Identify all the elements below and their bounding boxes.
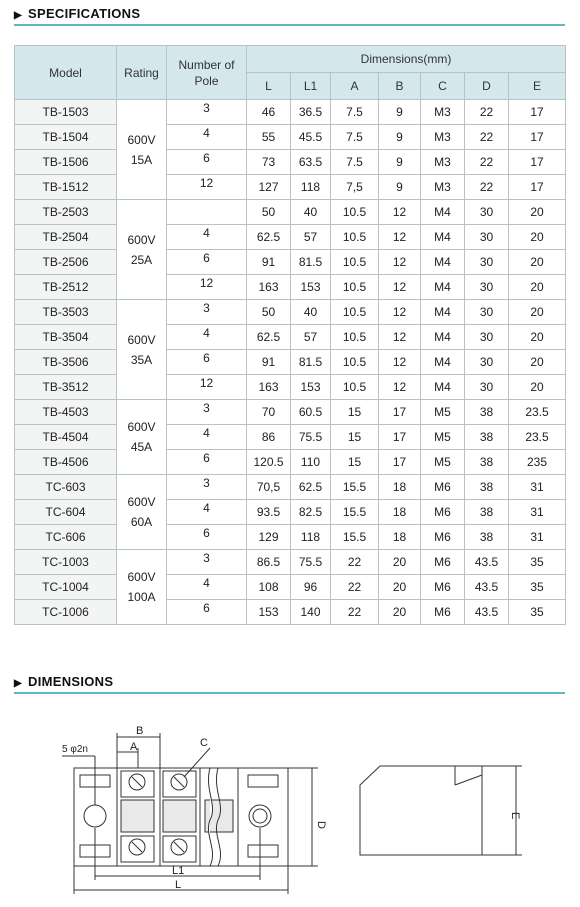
mounting-hole-left	[84, 805, 106, 827]
table-row	[15, 150, 566, 175]
dimension-cell: 96	[291, 575, 331, 600]
dimension-cell: M6	[421, 475, 465, 500]
dimension-cell: 30	[465, 300, 509, 325]
dimension-cell: 7,5	[331, 175, 379, 200]
poles-cell	[167, 225, 247, 250]
specifications-table	[14, 45, 566, 625]
dimension-cell: 20	[509, 300, 566, 325]
dimension-cell: 18	[379, 475, 421, 500]
poles-cell	[167, 525, 247, 550]
dimension-cell: 20	[509, 275, 566, 300]
dimension-cell: 10.5	[331, 200, 379, 225]
dimension-cell: M3	[421, 175, 465, 200]
dimension-cell: 10.5	[331, 275, 379, 300]
dimension-cell: M4	[421, 300, 465, 325]
dimension-cell: 20	[509, 200, 566, 225]
dimension-cell: 18	[379, 525, 421, 550]
header-poles	[167, 46, 247, 100]
dimension-cell: M6	[421, 525, 465, 550]
header-dimensions: Dimensions(mm)	[247, 46, 566, 73]
poles-cell	[167, 600, 247, 625]
dimension-cell: M4	[421, 250, 465, 275]
model-cell: TB-3504	[15, 325, 117, 350]
dimension-cell: 153	[291, 375, 331, 400]
dimension-cell: 31	[509, 475, 566, 500]
dimension-cell: 31	[509, 500, 566, 525]
table-row	[15, 125, 566, 150]
header-dim-e: E	[509, 73, 566, 100]
dimension-cell: 75.5	[291, 550, 331, 575]
dimension-cell: 60.5	[291, 400, 331, 425]
dimension-cell: 110	[291, 450, 331, 475]
dimension-cell: 62.5	[291, 475, 331, 500]
poles-value: 3	[203, 401, 210, 415]
dimension-cell: 129	[247, 525, 291, 550]
header-dim-d: D	[465, 73, 509, 100]
dimension-cell: 12	[379, 250, 421, 275]
table-row	[15, 225, 566, 250]
dimension-cell: 10.5	[331, 300, 379, 325]
poles-cell	[167, 575, 247, 600]
dimension-cell: 12	[379, 325, 421, 350]
poles-cell	[167, 425, 247, 450]
model-cell: TC-606	[15, 525, 117, 550]
dimension-cell: 40	[291, 300, 331, 325]
terminal-block-side-view	[360, 766, 522, 855]
model-cell: TC-603	[15, 475, 117, 500]
specifications-body	[15, 100, 566, 625]
dimension-cell: 17	[509, 150, 566, 175]
poles-cell	[167, 350, 247, 375]
specifications-rule	[14, 24, 565, 26]
model-cell: TB-1504	[15, 125, 117, 150]
header-poles-label: Number of Pole	[178, 57, 235, 88]
dimension-cell: 12	[379, 350, 421, 375]
model-cell: TB-4506	[15, 450, 117, 475]
dimension-cell: 20	[509, 350, 566, 375]
dimension-cell: 30	[465, 225, 509, 250]
model-cell: TB-1503	[15, 100, 117, 125]
dimension-cell: 12	[379, 275, 421, 300]
dimension-cell: 46	[247, 100, 291, 125]
model-cell: TB-3506	[15, 350, 117, 375]
table-row	[15, 400, 566, 425]
dimension-cell: 57	[291, 325, 331, 350]
specifications-heading	[14, 6, 140, 21]
dimension-cell: 15	[331, 400, 379, 425]
dimension-cell: 38	[465, 400, 509, 425]
dimension-cell: 30	[465, 250, 509, 275]
dimension-cell: 91	[247, 350, 291, 375]
dimension-cell: 22	[331, 575, 379, 600]
dimension-cell: M4	[421, 325, 465, 350]
dimension-cell: 7.5	[331, 125, 379, 150]
label-hole: 5 φ2n	[62, 744, 88, 755]
dimension-cell: M4	[421, 200, 465, 225]
dimension-cell: 9	[379, 125, 421, 150]
model-cell: TB-2512	[15, 275, 117, 300]
label-l: L	[175, 879, 182, 891]
poles-cell	[167, 200, 247, 225]
rating-cell	[117, 100, 167, 200]
poles-value: 4	[203, 501, 210, 515]
poles-cell	[167, 250, 247, 275]
label-c: C	[200, 737, 208, 749]
dimension-cell: 57	[291, 225, 331, 250]
dimension-cell: 17	[379, 425, 421, 450]
poles-cell	[167, 500, 247, 525]
poles-cell	[167, 150, 247, 175]
dimension-cell: 45.5	[291, 125, 331, 150]
model-cell: TB-4503	[15, 400, 117, 425]
dimension-cell: 43.5	[465, 550, 509, 575]
dimension-cell: 15.5	[331, 475, 379, 500]
poles-value: 6	[203, 151, 210, 165]
table-row	[15, 350, 566, 375]
dimension-cell: 70	[247, 400, 291, 425]
dimension-cell: 22	[331, 600, 379, 625]
rating-cell	[117, 200, 167, 300]
dimension-cell: M6	[421, 500, 465, 525]
dimension-cell: 35	[509, 600, 566, 625]
dimension-cell: 23.5	[509, 425, 566, 450]
poles-value: 6	[203, 526, 210, 540]
dimension-cell: 153	[291, 275, 331, 300]
rating-cell	[117, 300, 167, 400]
dimension-cell: 10.5	[331, 250, 379, 275]
dimension-cell: 9	[379, 150, 421, 175]
poles-value: 4	[203, 326, 210, 340]
dimension-cell: 118	[291, 175, 331, 200]
poles-cell	[167, 400, 247, 425]
dimensions-rule	[14, 692, 565, 694]
dimension-cell: 140	[291, 600, 331, 625]
dimension-cell: 20	[379, 600, 421, 625]
table-row	[15, 175, 566, 200]
model-cell: TB-1506	[15, 150, 117, 175]
table-row	[15, 500, 566, 525]
table-row	[15, 250, 566, 275]
table-row	[15, 100, 566, 125]
terminal-block-front-view	[74, 768, 288, 866]
dimension-cell: 22	[465, 125, 509, 150]
poles-value: 3	[203, 551, 210, 565]
dimension-cell: 235	[509, 450, 566, 475]
model-cell: TB-3503	[15, 300, 117, 325]
dimension-cell: 63.5	[291, 150, 331, 175]
table-row	[15, 575, 566, 600]
table-row	[15, 600, 566, 625]
model-cell: TB-2504	[15, 225, 117, 250]
model-cell: TB-4504	[15, 425, 117, 450]
label-a: A	[130, 741, 138, 753]
dimension-cell: M5	[421, 400, 465, 425]
dimension-cell: 22	[465, 150, 509, 175]
dimension-cell: 20	[509, 225, 566, 250]
dimension-cell: 20	[509, 325, 566, 350]
header-dim-a: A	[331, 73, 379, 100]
rating-line: 600V	[127, 232, 156, 247]
table-row	[15, 375, 566, 400]
dimension-cell: 22	[331, 550, 379, 575]
poles-cell	[167, 100, 247, 125]
poles-value: 3	[203, 301, 210, 315]
dimension-cell: M3	[421, 100, 465, 125]
poles-cell	[167, 275, 247, 300]
dimension-cell: 23.5	[509, 400, 566, 425]
poles-cell	[167, 325, 247, 350]
dimension-cell: 17	[509, 100, 566, 125]
header-model: Model	[15, 46, 117, 100]
header-dim-c: C	[421, 73, 465, 100]
poles-value: 4	[203, 426, 210, 440]
dimensions-title: DIMENSIONS	[28, 674, 114, 689]
poles-cell	[167, 450, 247, 475]
dimension-cell: 62.5	[247, 325, 291, 350]
dimension-cell: 38	[465, 500, 509, 525]
poles-value: 12	[199, 176, 214, 190]
dimension-cell: M4	[421, 225, 465, 250]
poles-cell	[167, 475, 247, 500]
dimension-cell: M3	[421, 150, 465, 175]
dimension-cell: 12	[379, 375, 421, 400]
rating-line: 600V	[127, 420, 156, 434]
dimension-cell: 15.5	[331, 525, 379, 550]
dimension-cell: 9	[379, 175, 421, 200]
poles-value: 3	[203, 101, 210, 115]
dimension-cell: M6	[421, 575, 465, 600]
specifications-title: SPECIFICATIONS	[28, 6, 141, 21]
table-row	[15, 525, 566, 550]
poles-cell	[167, 175, 247, 200]
rating-line: 35A	[130, 352, 153, 367]
poles-value: 12	[199, 276, 214, 290]
dimension-cell: 30	[465, 325, 509, 350]
dimension-cell: M4	[421, 350, 465, 375]
dimension-cell: 35	[509, 575, 566, 600]
rating-line: 600V	[127, 495, 156, 509]
dimension-cell: 30	[465, 275, 509, 300]
dimension-cell: M5	[421, 450, 465, 475]
dimension-cell: 10.5	[331, 325, 379, 350]
dimension-cell: 22	[465, 100, 509, 125]
header-rating: Rating	[117, 46, 167, 100]
dimension-cell: 127	[247, 175, 291, 200]
dimension-cell: M4	[421, 375, 465, 400]
model-cell: TB-2506	[15, 250, 117, 275]
dimension-cell: 120.5	[247, 450, 291, 475]
label-e: E	[509, 812, 521, 820]
dimension-cell: 75.5	[291, 425, 331, 450]
rating-cell	[117, 550, 167, 625]
model-cell: TB-2503	[15, 200, 117, 225]
model-cell: TB-1512	[15, 175, 117, 200]
dimension-cell: 55	[247, 125, 291, 150]
dimension-cell: 118	[291, 525, 331, 550]
dimension-cell: M5	[421, 425, 465, 450]
dimension-cell: 17	[509, 175, 566, 200]
poles-value: 12	[199, 376, 214, 390]
model-cell: TB-3512	[15, 375, 117, 400]
rating-line: 100A	[127, 590, 156, 604]
rating-cell	[117, 400, 167, 475]
model-cell: TC-1003	[15, 550, 117, 575]
label-l1: L1	[172, 865, 185, 877]
mounting-hole-right	[249, 805, 271, 827]
dimension-cell: 93.5	[247, 500, 291, 525]
dimension-cell: 82.5	[291, 500, 331, 525]
label-d: D	[315, 821, 327, 829]
dimension-cell: 81.5	[291, 250, 331, 275]
poles-cell	[167, 125, 247, 150]
dimension-cell: 17	[509, 125, 566, 150]
dimension-cell: 163	[247, 275, 291, 300]
triangle-right-icon: ▶	[14, 10, 22, 21]
dimension-cell: 153	[247, 600, 291, 625]
dimension-cell: 9	[379, 100, 421, 125]
dimension-cell: 30	[465, 375, 509, 400]
table-row	[15, 550, 566, 575]
dimension-cell: 15.5	[331, 500, 379, 525]
rating-line: 45A	[130, 440, 153, 454]
poles-value: 6	[203, 601, 210, 615]
poles-cell	[167, 300, 247, 325]
dimension-cell: 12	[379, 300, 421, 325]
dimension-cell: 30	[465, 200, 509, 225]
poles-value: 4	[203, 226, 210, 240]
dimension-cell: 17	[379, 450, 421, 475]
rating-cell	[117, 475, 167, 550]
poles-value: 4	[203, 576, 210, 590]
dimension-cell: 15	[331, 425, 379, 450]
dimension-cell: 15	[331, 450, 379, 475]
dimension-cell: 30	[465, 350, 509, 375]
dimension-cell: M4	[421, 275, 465, 300]
dimension-drawing	[0, 700, 580, 907]
dimension-cell: M6	[421, 600, 465, 625]
dimension-cell: 50	[247, 300, 291, 325]
dimension-cell: 43.5	[465, 600, 509, 625]
dimension-cell: 7.5	[331, 100, 379, 125]
model-cell: TC-1004	[15, 575, 117, 600]
dimension-cell: 38	[465, 425, 509, 450]
rating-line: 15A	[130, 152, 153, 167]
poles-value: 6	[203, 251, 210, 265]
dimensions-heading	[14, 674, 113, 689]
dimension-cell: M3	[421, 125, 465, 150]
dimension-cell: 38	[465, 525, 509, 550]
dimension-cell: 18	[379, 500, 421, 525]
dimension-cell: 73	[247, 150, 291, 175]
dimension-cell: 10.5	[331, 350, 379, 375]
table-row	[15, 300, 566, 325]
dimension-cell: 86.5	[247, 550, 291, 575]
dimension-cell: 163	[247, 375, 291, 400]
rating-line: 600V	[127, 570, 156, 584]
header-dim-l1: L1	[291, 73, 331, 100]
label-b: B	[136, 725, 144, 737]
poles-value: 4	[203, 126, 210, 140]
poles-cell	[167, 375, 247, 400]
table-row	[15, 275, 566, 300]
dimension-cell: 12	[379, 225, 421, 250]
dimension-cell: 20	[379, 550, 421, 575]
poles-value: 6	[203, 451, 210, 465]
table-row	[15, 425, 566, 450]
rating-line: 25A	[130, 252, 153, 267]
rating-line: 600V	[127, 132, 156, 147]
dimension-cell: 50	[247, 200, 291, 225]
poles-value: 6	[203, 351, 210, 365]
table-row	[15, 325, 566, 350]
dimension-cell: 38	[465, 475, 509, 500]
dimension-cell: 31	[509, 525, 566, 550]
rating-line: 600V	[127, 332, 156, 347]
dimension-cell: 10.5	[331, 225, 379, 250]
dimension-cell: 12	[379, 200, 421, 225]
dimension-cell: 91	[247, 250, 291, 275]
header-dim-b: B	[379, 73, 421, 100]
dimension-cell: 81.5	[291, 350, 331, 375]
dimension-cell: 20	[379, 575, 421, 600]
model-cell: TC-1006	[15, 600, 117, 625]
table-row	[15, 475, 566, 500]
dimension-cell: 7.5	[331, 150, 379, 175]
dimension-cell: 10.5	[331, 375, 379, 400]
dimension-cell: 43.5	[465, 575, 509, 600]
dimension-cell: M6	[421, 550, 465, 575]
dimension-cell: 35	[509, 550, 566, 575]
poles-value: 3	[203, 476, 210, 490]
dimension-cell: 17	[379, 400, 421, 425]
rating-line: 60A	[130, 515, 153, 529]
triangle-right-icon: ▶	[14, 678, 22, 689]
dimension-cell: 70,5	[247, 475, 291, 500]
model-cell: TC-604	[15, 500, 117, 525]
dimension-cell: 40	[291, 200, 331, 225]
dimension-cell: 38	[465, 450, 509, 475]
dimension-cell: 20	[509, 250, 566, 275]
table-row	[15, 450, 566, 475]
dimension-cell: 20	[509, 375, 566, 400]
dimension-cell: 108	[247, 575, 291, 600]
dimension-cell: 22	[465, 175, 509, 200]
dimension-cell: 86	[247, 425, 291, 450]
header-dim-l: L	[247, 73, 291, 100]
table-row	[15, 200, 566, 225]
dimension-cell: 62.5	[247, 225, 291, 250]
poles-cell	[167, 550, 247, 575]
dimension-cell: 36.5	[291, 100, 331, 125]
